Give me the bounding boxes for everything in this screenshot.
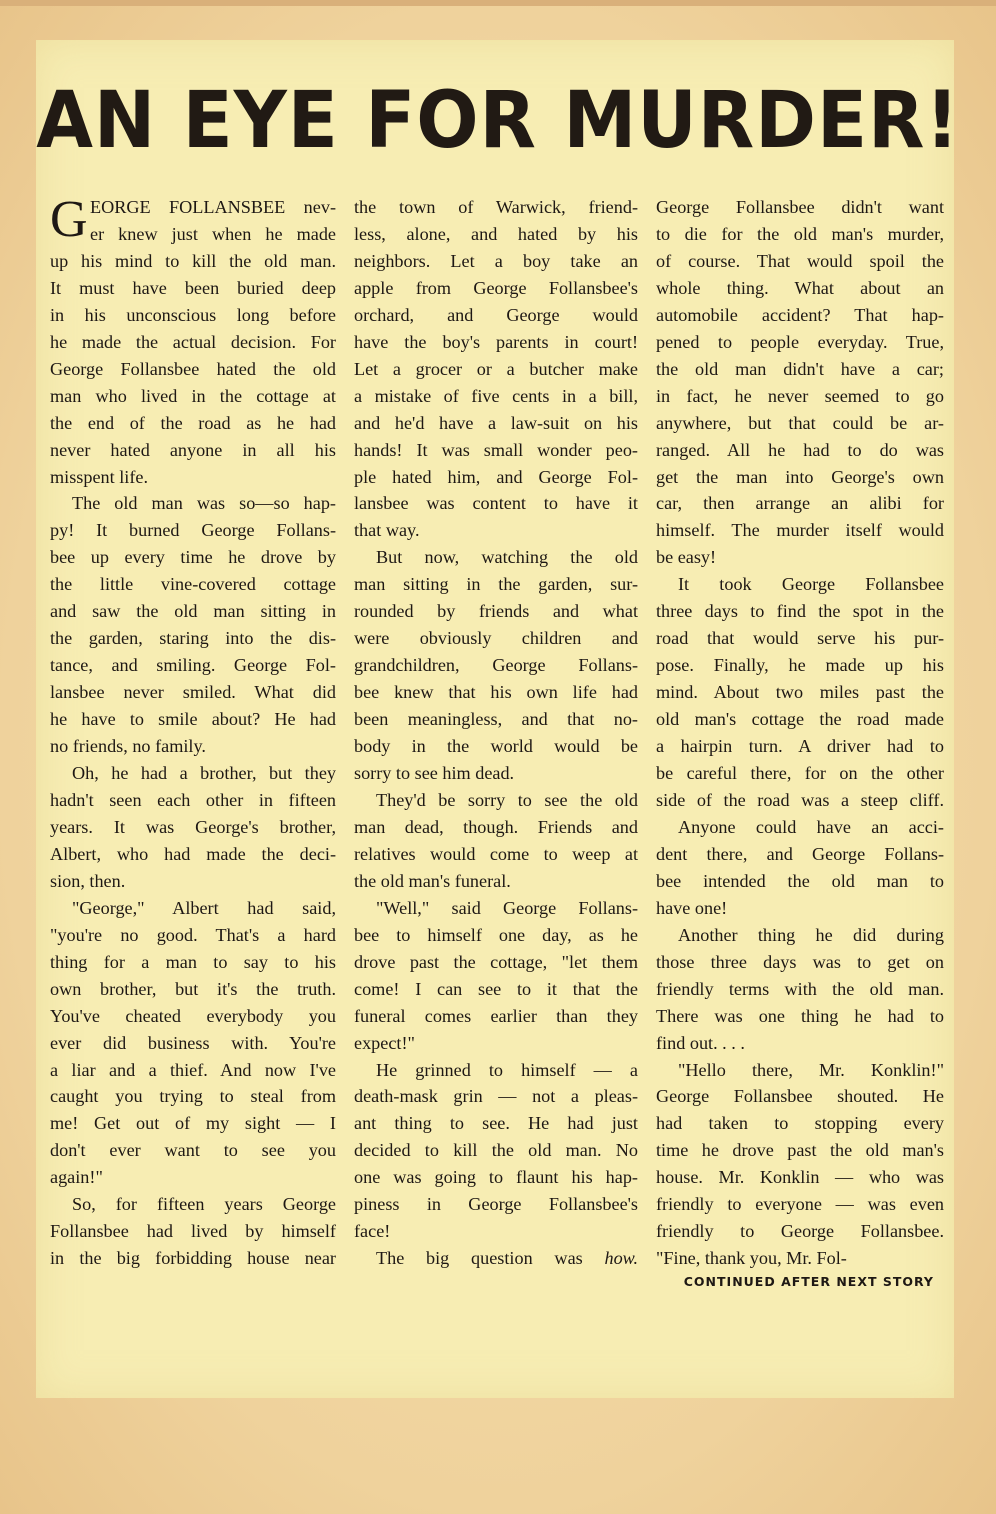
text-line: rounded by friends and what [354, 601, 638, 622]
text-line: a mistake of five cents in a bill, [354, 385, 638, 406]
text-line: lansbee was content to have it [354, 493, 638, 514]
text-line: Albert, who had made the deci- [50, 843, 336, 864]
text-line: body in the world would be [354, 736, 638, 757]
text-line: relatives would come to weep at [354, 843, 638, 864]
text-line: no friends, no family. [50, 736, 206, 757]
text-line: It must have been buried deep [50, 277, 336, 298]
text-line: he have to smile about? He had [50, 709, 336, 730]
text-line: in his unconscious long before [50, 304, 336, 325]
text-line: less, alone, and hated by his [354, 223, 638, 244]
text-line: don't ever want to see you [50, 1140, 336, 1161]
text-line: "Well," said George Follans- [376, 897, 638, 918]
text-line: have the boy's parents in court! [354, 331, 638, 352]
text-line: "George," Albert had said, [72, 897, 336, 918]
text-line: sion, then. [50, 870, 126, 891]
text-line: You've cheated everybody you [50, 1005, 336, 1026]
text-line: whole thing. What about an [656, 277, 944, 298]
text-line: those three days was to get on [656, 951, 944, 972]
text-line: automobile accident? That hap- [656, 304, 944, 325]
text-line: mind. About two miles past the [656, 682, 944, 703]
story-title: AN EYE FOR MURDER! [36, 76, 960, 166]
text-line: "Fine, thank you, Mr. Fol- [656, 1248, 847, 1269]
text-line: in the big forbidding house near [50, 1248, 336, 1269]
column-2 [354, 194, 638, 1272]
text-line: years. It was George's brother, [50, 816, 336, 837]
text-line: time he drove past the old man's [656, 1140, 944, 1161]
text-line: hadn't seen each other in fifteen [50, 789, 336, 810]
text-line: and he'd have a law-suit on his [354, 412, 638, 433]
text-line: pose. Finally, he made up his [656, 655, 944, 676]
text-line: house. Mr. Konklin — who was [656, 1167, 944, 1188]
text-line: and saw the old man sitting in [50, 601, 336, 622]
text-line: ple hated him, and George Fol- [354, 466, 638, 487]
text-line: funeral comes earlier than they [354, 1005, 638, 1026]
text-line: one was going to flaunt his hap- [354, 1167, 638, 1188]
text-line: bee intended the old man to [656, 870, 944, 891]
text-line: EORGE FOLLANSBEE nev- [90, 197, 336, 217]
text-line: get the man into George's own [656, 466, 944, 487]
text-line: find out. . . . [656, 1032, 745, 1053]
text-line: in fact, he never seemed to go [656, 385, 944, 406]
text-line: friendly terms with the old man. [656, 978, 944, 999]
text-line: But now, watching the old [376, 547, 638, 568]
text-line: be easy! [656, 547, 717, 568]
text-line: orchard, and George would [354, 304, 638, 325]
text-line: man sitting in the garden, sur- [354, 574, 638, 595]
text-line: Let a grocer or a butcher make [354, 358, 638, 379]
text-line: neighbors. Let a boy take an [354, 250, 638, 271]
text-line: side of the road was a steep cliff. [656, 789, 944, 810]
text-line: man who lived in the cottage at [50, 385, 336, 406]
text-line: the end of the road as he had [50, 412, 336, 433]
text-line: never hated anyone in all his [50, 439, 336, 460]
text-line-body: The big question was [376, 1248, 583, 1269]
text-line: been meaningless, and that no- [354, 709, 638, 730]
text-line: apple from George Follansbee's [354, 277, 638, 298]
text-line: misspent life. [50, 466, 148, 487]
text-line: drove past the cottage, "let them [354, 951, 638, 972]
text-line: have one! [656, 897, 728, 918]
text-line: had taken to stopping every [656, 1113, 944, 1134]
text-line: be careful there, for on the other [656, 763, 944, 784]
text-line: lansbee never smiled. What did [50, 682, 336, 703]
text-line: death-mask grin — not a pleas- [354, 1086, 638, 1107]
text-line: friendly to everyone — was even [656, 1194, 944, 1215]
text-line: "Hello there, Mr. Konklin!" [678, 1059, 944, 1080]
text-line: tance, and smiling. George Fol- [50, 655, 336, 676]
text-line: George Follansbee didn't want [656, 197, 944, 217]
text-line: caught you trying to steal from [50, 1086, 336, 1107]
text-line: decided to kill the old man. No [354, 1140, 638, 1161]
text-line: hands! It was small wonder peo- [354, 439, 638, 460]
text-line: face! [354, 1221, 391, 1242]
text-line: The old man was so—so hap- [72, 493, 336, 514]
text-line: piness in George Follansbee's [354, 1194, 638, 1215]
text-line: er knew just when he made [90, 223, 336, 244]
column-3 [656, 194, 944, 1272]
text-line: bee to himself one day, as he [354, 924, 638, 945]
text-line: Another thing he did during [678, 924, 944, 945]
text-line: anywhere, but that could be ar- [656, 412, 944, 433]
text-line: bee knew that his own life had [354, 682, 638, 703]
text-line: py! It burned George Follans- [50, 520, 336, 541]
text-line: Anyone could have an acci- [678, 816, 944, 837]
column-1 [50, 191, 336, 1272]
text-line: three days to find the spot in the [656, 601, 944, 622]
text-line: me! Get out of my sight — I [50, 1113, 336, 1134]
text-line: himself. The murder itself would [656, 520, 944, 541]
text-line: the old man's funeral. [354, 870, 511, 891]
text-line: ranged. All he had to do was [656, 439, 944, 460]
text-line: the little vine-covered cottage [50, 574, 336, 595]
text-line: He grinned to himself — a [376, 1059, 638, 1080]
text-line: old man's cottage the road made [656, 709, 944, 730]
continued-note: CONTINUED AFTER NEXT STORY [683, 1274, 934, 1289]
text-line: It took George Follansbee [678, 574, 944, 595]
text-line: "you're no good. That's a hard [50, 924, 336, 945]
text-line: George Follansbee hated the old [50, 358, 336, 379]
text-line: They'd be sorry to see the old [376, 789, 638, 810]
text-line: ant thing to see. He had just [354, 1113, 638, 1134]
text-line [354, 1245, 638, 1272]
text-line: that way. [354, 520, 420, 541]
text-line: friendly to George Follansbee. [656, 1221, 944, 1242]
text-line: were obviously children and [354, 628, 638, 649]
text-line: thing for a man to say to his [50, 951, 336, 972]
text-line: to die for the old man's murder, [656, 223, 944, 244]
text-line: dent there, and George Follans- [656, 843, 944, 864]
text-line: the garden, staring into the dis- [50, 628, 336, 649]
text-line: the old man didn't have a car; [656, 358, 944, 379]
text-line: car, then arrange an alibi for [656, 493, 944, 514]
text-line: up his mind to kill the old man. [50, 250, 336, 271]
text-line: the town of Warwick, friend- [354, 197, 638, 217]
text-line: There was one thing he had to [656, 1005, 944, 1026]
text-line: sorry to see him dead. [354, 763, 515, 784]
text-line: he made the actual decision. For [50, 331, 336, 352]
text-line: road that would serve his pur- [656, 628, 944, 649]
text-line: man dead, though. Friends and [354, 816, 638, 837]
italic-word: how. [604, 1248, 638, 1269]
text-line: again!" [50, 1167, 103, 1188]
text-line: Oh, he had a brother, but they [72, 763, 336, 784]
text-line: bee up every time he drove by [50, 547, 336, 568]
text-line: of course. That would spoil the [656, 250, 944, 271]
text-line: expect!" [354, 1032, 415, 1053]
text-line: So, for fifteen years George [72, 1194, 336, 1215]
text-line: pened to people everyday. True, [656, 331, 944, 352]
text-line: ever did business with. You're [50, 1032, 336, 1053]
text-line: George Follansbee shouted. He [656, 1086, 944, 1107]
text-line: grandchildren, George Follans- [354, 655, 638, 676]
text-line: come! I can see to it that the [354, 978, 638, 999]
text-line: a hairpin turn. A driver had to [656, 736, 944, 757]
text-line: own brother, but it's the truth. [50, 978, 336, 999]
page-edge [0, 0, 996, 6]
text-line: a liar and a thief. And now I've [50, 1059, 336, 1080]
drop-cap: G [50, 191, 88, 248]
text-line: Follansbee had lived by himself [50, 1221, 336, 1242]
